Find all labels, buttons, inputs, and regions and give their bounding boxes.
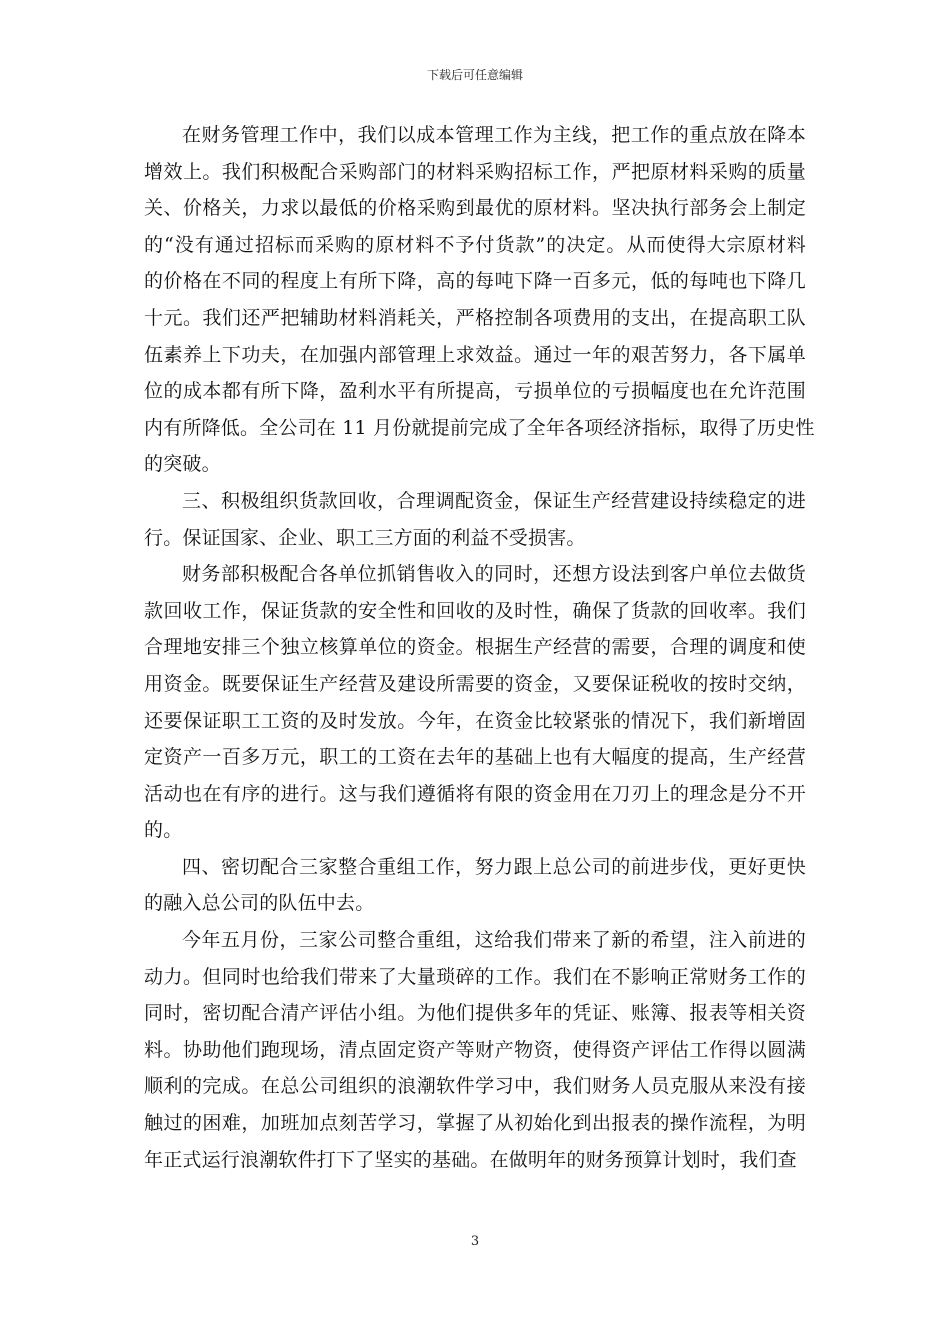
text-line: 顺利的完成。在总公司组织的浪潮软件学习中，我们财务人员克服从来没有接	[144, 1075, 806, 1098]
paragraph	[144, 922, 806, 1178]
text-line: 在财务管理工作中，我们以成本管理工作为主线，把工作的重点放在降本	[182, 124, 806, 146]
text-line: 行。保证国家、企业、职工三方面的利益不受损害。	[144, 526, 586, 549]
text-line: 合理地安排三个独立核算单位的资金。根据生产经营的需要，合理的调度和使	[144, 636, 806, 659]
text-line: 十元。我们还严把辅助材料消耗关，严格控制各项费用的支出，在提高职工队	[144, 306, 806, 329]
text-line: 的“没有通过招标而采购的原材料不予付货款”的决定。从而使得大宗原材料	[144, 233, 806, 256]
text-line: 触过的困难，加班加点刻苦学习，掌握了从初始化到出报表的操作流程，为明	[144, 1112, 806, 1135]
paragraph	[144, 117, 815, 483]
text-line: 关、价格关，力求以最低的价格采购到最优的原材料。坚决执行部务会上制定	[144, 197, 806, 220]
page-header: 下载后可任意编辑	[426, 68, 523, 82]
text-line: 位的成本都有所下降，盈利水平有所提高，亏损单位的亏损幅度也在允许范围	[144, 380, 806, 403]
paragraph	[144, 556, 806, 849]
text-line: 还要保证职工工资的及时发放。今年，在资金比较紧张的情况下，我们新增固	[144, 709, 806, 732]
text-line: 今年五月份，三家公司整合重组，这给我们带来了新的希望，注入前进的	[182, 929, 806, 952]
text-line: 动力。但同时也给我们带来了大量琐碎的工作。我们在不影响正常财务工作的	[144, 965, 806, 988]
text-line: 款回收工作，保证货款的安全性和回收的及时性，确保了货款的回收率。我们	[144, 599, 806, 622]
text-line: 活动也在有序的进行。这与我们遵循将有限的资金用在刀刃上的理念是分不开	[144, 782, 806, 805]
text-line: 四、密切配合三家整合重组工作，努力跟上总公司的前进步伐，更好更快	[182, 855, 806, 878]
text-line: 增效上。我们积极配合采购部门的材料采购招标工作，严把原材料采购的质量	[144, 160, 806, 183]
text-line: 的。	[144, 819, 183, 842]
text-line: 内有所降低。全公司在 11 月份就提前完成了全年各项经济指标，取得了历史性	[144, 416, 815, 439]
text-line: 财务部积极配合各单位抓销售收入的同时，还想方设法到客户单位去做货	[182, 563, 806, 586]
text-line: 伍素养上下功夫，在加强内部管理上求效益。通过一年的艰苦努力，各下属单	[144, 343, 806, 366]
text-line: 三、积极组织货款回收，合理调配资金，保证生产经营建设持续稳定的进	[182, 489, 806, 512]
text-line: 的价格在不同的程度上有所下降，高的每吨下降一百多元，低的每吨也下降几	[144, 270, 806, 293]
text-line: 同时，密切配合清产评估小组。为他们提供多年的凭证、账簿、报表等相关资	[144, 1002, 806, 1025]
text-line: 年正式运行浪潮软件打下了坚实的基础。在做明年的财务预算计划时，我们查	[144, 1148, 797, 1171]
text-line: 用资金。既要保证生产经营及建设所需要的资金，又要保证税收的按时交纳，	[144, 672, 806, 695]
text-line: 的突破。	[144, 453, 221, 476]
document-body	[144, 117, 815, 1178]
text-line: 定资产一百多万元，职工的工资在去年的基础上也有大幅度的提高，生产经营	[144, 746, 806, 769]
paragraph	[144, 849, 806, 922]
paragraph	[144, 483, 806, 556]
text-line: 的融入总公司的队伍中去。	[144, 892, 375, 915]
page-number: 3	[470, 1234, 480, 1249]
text-line: 料。协助他们跑现场，清点固定资产等财产物资，使得资产评估工作得以圆满	[144, 1038, 806, 1061]
